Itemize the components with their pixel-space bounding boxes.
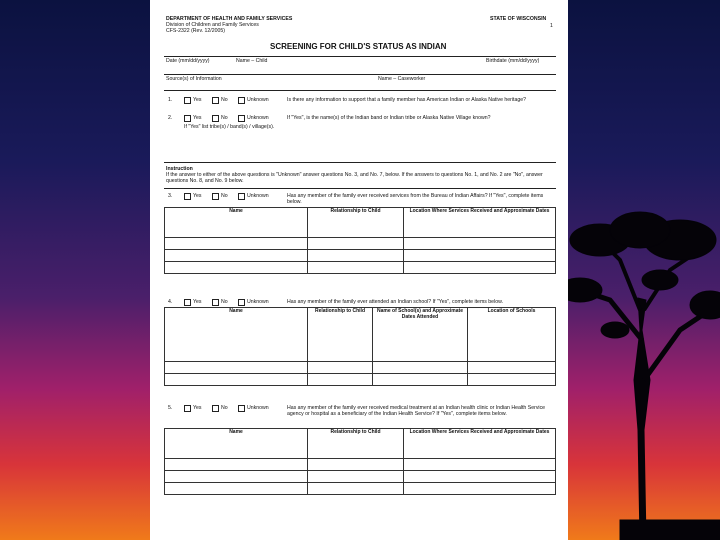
q2-no-label: No — [221, 115, 228, 121]
q3-col-location: Location Where Services Received and Approximate Dates — [404, 208, 556, 238]
q4-number: 4. — [168, 299, 173, 305]
q3-yes-checkbox[interactable] — [184, 193, 191, 200]
q3-no-label: No — [221, 193, 228, 199]
q4-col-name: Name — [165, 308, 308, 362]
table-row — [165, 250, 556, 262]
q2-list-label: If "Yes" list tribe(s) / band(s) / village(s). — [184, 124, 275, 130]
table-row — [165, 238, 556, 250]
instruction-text: If the answer to either of the above questions is "Unknown" answer questions No. 3, and No. 7, below. If the answers to questions No. 1, and No. 2 are "No", answer questions No. 8, and No. 9 below. — [166, 172, 543, 184]
q4-yes-checkbox[interactable] — [184, 299, 191, 306]
q3-col-name: Name — [165, 208, 308, 238]
q4-no-label: No — [221, 299, 228, 305]
instruction-heading: Instruction — [166, 166, 193, 172]
q1-no-checkbox[interactable] — [212, 97, 219, 104]
dept-name: DEPARTMENT OF HEALTH AND FAMILY SERVICES — [166, 16, 293, 22]
q2-unknown-label: Unknown — [247, 115, 269, 121]
q3-unknown-label: Unknown — [247, 193, 269, 199]
q5-number: 5. — [168, 405, 173, 411]
division-name: Division of Children and Family Services — [166, 22, 259, 28]
q2-yes-label: Yes — [193, 115, 202, 121]
form-number: CFS-2322 (Rev. 12/2005) — [166, 28, 226, 34]
table-row — [165, 471, 556, 483]
q1-unknown-checkbox[interactable] — [238, 97, 245, 104]
caseworker-field[interactable]: Name – Caseworker — [378, 76, 426, 82]
q4-text: Has any member of the family ever attended an Indian school? If "Yes", complete items below. — [287, 299, 504, 305]
q4-unknown-label: Unknown — [247, 299, 269, 305]
q5-text: Has any member of the family ever received medical treatment at an Indian health clinic or Indian Health Service agency or hospital as a beneficiary of the Indian Health Service? If "Yes", complete items below. — [287, 405, 546, 417]
q4-no-checkbox[interactable] — [212, 299, 219, 306]
table-row — [165, 459, 556, 471]
q5-yes-label: Yes — [193, 405, 202, 411]
q2-no-checkbox[interactable] — [212, 115, 219, 122]
q1-yes-checkbox[interactable] — [184, 97, 191, 104]
child-name-field[interactable]: Name – Child — [236, 58, 268, 64]
q3-no-checkbox[interactable] — [212, 193, 219, 200]
q5-no-checkbox[interactable] — [212, 405, 219, 412]
q4-table — [164, 307, 556, 386]
q5-no-label: No — [221, 405, 228, 411]
q5-col-location: Location Where Services Received and Approximate Dates — [404, 429, 556, 459]
q4-col-location: Location of Schools — [468, 308, 556, 362]
q5-col-relationship: Relationship to Child — [308, 429, 404, 459]
q3-col-relationship: Relationship to Child — [308, 208, 404, 238]
q5-table — [164, 428, 556, 495]
q1-yes-label: Yes — [193, 97, 202, 103]
q4-col-school: Name of School(s) and Approximate Dates Attended — [373, 308, 468, 362]
tree-silhouette — [560, 180, 720, 540]
q2-unknown-checkbox[interactable] — [238, 115, 245, 122]
q3-yes-label: Yes — [193, 193, 202, 199]
q1-number: 1. — [168, 97, 173, 103]
table-row — [165, 374, 556, 386]
page-number: 1 — [550, 23, 553, 29]
q1-unknown-label: Unknown — [247, 97, 269, 103]
birthdate-field[interactable]: Birthdate (mm/dd/yyyy) — [486, 58, 540, 64]
q3-number: 3. — [168, 193, 173, 199]
q5-col-name: Name — [165, 429, 308, 459]
q1-no-label: No — [221, 97, 228, 103]
state-label: STATE OF WISCONSIN — [490, 16, 547, 22]
q3-unknown-checkbox[interactable] — [238, 193, 245, 200]
q2-yes-checkbox[interactable] — [184, 115, 191, 122]
q4-yes-label: Yes — [193, 299, 202, 305]
q2-text: If "Yes", is the name(s) of the Indian band or Indian tribe or Alaska Native Village known? — [287, 115, 491, 121]
q5-unknown-label: Unknown — [247, 405, 269, 411]
form-page — [150, 0, 568, 540]
q5-unknown-checkbox[interactable] — [238, 405, 245, 412]
date-field[interactable]: Date (mm/dd/yyyy) — [166, 58, 210, 64]
table-row — [165, 483, 556, 495]
q1-text: Is there any information to support that a family member has American Indian or Alaska Native heritage? — [287, 97, 527, 103]
table-row — [165, 362, 556, 374]
form-title: SCREENING FOR CHILD'S STATUS AS INDIAN — [270, 42, 447, 51]
q2-number: 2. — [168, 115, 173, 121]
q5-yes-checkbox[interactable] — [184, 405, 191, 412]
q3-text: Has any member of the family ever received services from the Bureau of Indian Affairs? If "Yes", complete items below. — [287, 193, 544, 205]
source-field[interactable]: Source(s) of Information — [166, 76, 222, 82]
q4-unknown-checkbox[interactable] — [238, 299, 245, 306]
q3-table — [164, 207, 556, 274]
table-row — [165, 262, 556, 274]
q4-col-relationship: Relationship to Child — [308, 308, 373, 362]
